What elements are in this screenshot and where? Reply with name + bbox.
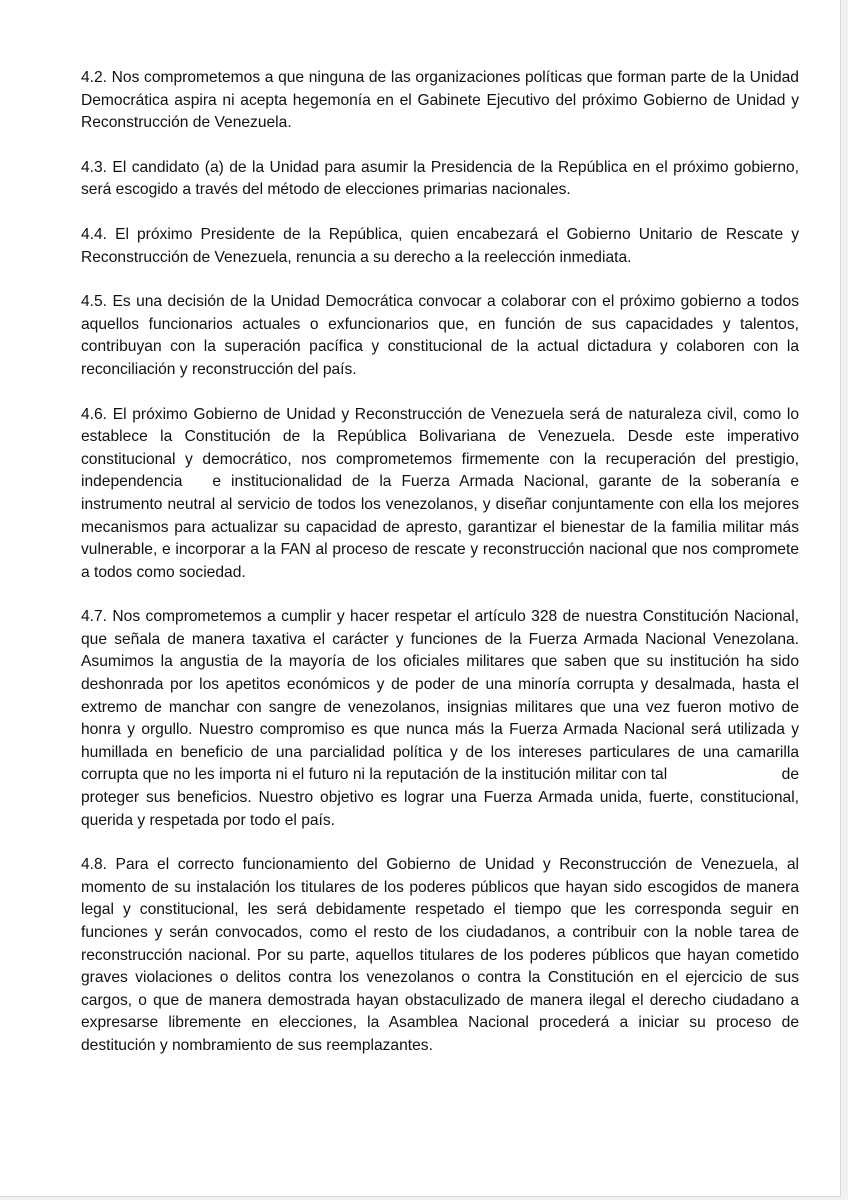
paragraph-4-2: 4.2. Nos comprometemos a que ninguna de las organizaciones políticas que forman parte de la Unidad Democrática aspira ni acepta hegemonía en el Gabinete Ejecutivo del próximo Gobierno de Unidad y Reconstrucción de Venezuela. <box>81 69 799 132</box>
paragraph-4-8: 4.8. Para el correcto funcionamiento del Gobierno de Unidad y Reconstrucción de Venezuela, al momento de su instalación los titulares de los poderes públicos que hayan sido escogidos de manera legal y constitucional, les será debidamente respetado el tiempo que les corresponda seguir en funciones y serán convocados, como el resto de los ciudadanos, a contribuir con la noble tarea de reconstrucción nacional. Por su parte, aquellos titulares de los poderes públicos que hayan cometido graves violaciones o delitos contra los venezolanos o contra la Constitución en el ejercicio de sus cargos, o que de manera demostrada hayan obstaculizado de manera ilegal el derecho ciudadano a expresarse libremente en elecciones, la Asamblea Nacional procederá a iniciar su proceso de destitución y nombramiento de sus reemplazantes. <box>81 856 799 1054</box>
paragraph-4-5: 4.5. Es una decisión de la Unidad Democrática convocar a colaborar con el próximo gobierno a todos aquellos funcionarios actuales o exfuncionarios que, en función de sus capacidades y talentos, contribuyan con la superación pacífica y constitucional de la actual dictadura y colaboren con la reconciliación y reconstrucción del país. <box>81 293 799 378</box>
paragraph-4-7: 4.7. Nos comprometemos a cumplir y hacer respetar el artículo 328 de nuestra Constitución Nacional, que señala de manera taxativa el carácter y funciones de la Fuerza Armada Nacional Venezolana. Asumimos la angustia de la mayoría de los oficiales militares que saben que su institución ha sido deshonrada por los apetitos económicos y de poder de una minoría corrupta y desalmada, hasta el extremo de manchar con sangre de venezolanos, insignias militares que una vez fueron motivo de honra y orgullo. Nuestro compromiso es que nunca más la Fuerza Armada Nacional será utilizada y humillada en beneficio de una parcialidad política y de los intereses particulares de una camarilla corrupta que no les importa ni el futuro ni la reputación de la institución militar con tal de proteger sus beneficios. Nuestro objetivo es lograr una Fuerza Armada unida, fuerte, constitucional, querida y respetada por todo el país. <box>81 608 804 829</box>
document-body <box>81 67 804 1080</box>
paragraph-4-3: 4.3. El candidato (a) de la Unidad para asumir la Presidencia de la República en el próximo gobierno, será escogido a través del método de elecciones primarias nacionales. <box>81 158 799 199</box>
paragraph-4-6: 4.6. El próximo Gobierno de Unidad y Reconstrucción de Venezuela será de naturaleza civil, como lo establece la Constitución de la República Bolivariana de Venezuela. Desde este imperativo constitucional y democrático, nos comprometemos firmemente con la recuperación del prestigio, independencia e institucionalidad de la Fuerza Armada Nacional, garante de la soberanía e instrumento neutral al servicio de todos los venezolanos, y diseñar conjuntamente con ella los mejores mecanismos para actualizar su capacidad de apresto, garantizar el bienestar de la familia militar más vulnerable, e incorporar a la FAN al proceso de rescate y reconstrucción nacional que nos compromete a todos como sociedad. <box>81 405 804 581</box>
paragraph-4-4: 4.4. El próximo Presidente de la República, quien encabezará el Gobierno Unitario de Rescate y Reconstrucción de Venezuela, renuncia a su derecho a la reelección inmediata. <box>81 225 799 266</box>
